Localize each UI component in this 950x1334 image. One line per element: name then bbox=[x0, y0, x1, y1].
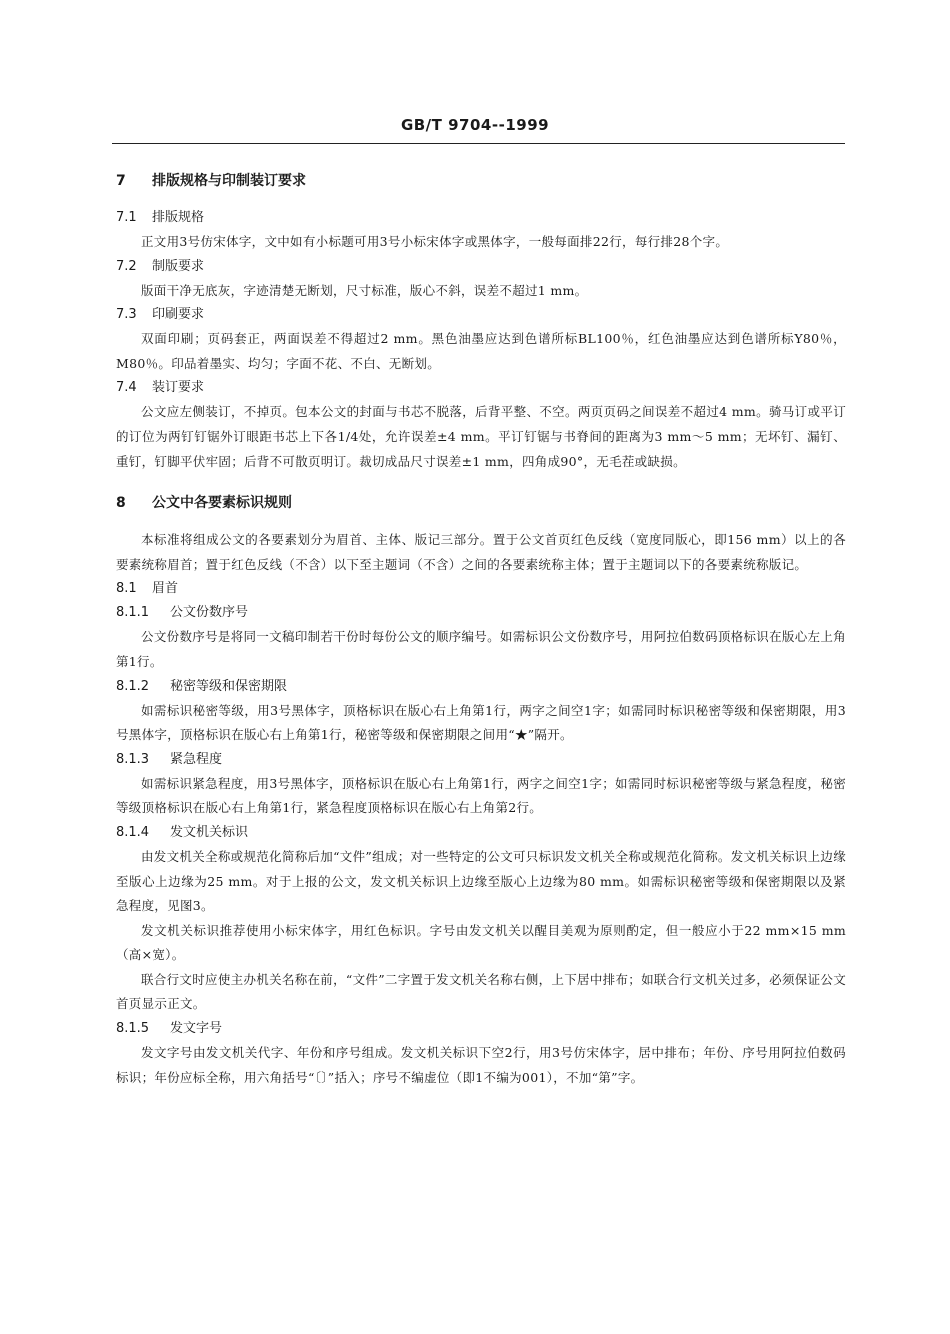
subsection-title: 紧急程度 bbox=[170, 751, 223, 767]
paragraph: 双面印刷；页码套正，两面误差不得超过2 mm。黑色油墨应达到色谱所标BL100％，红色油墨应达到色谱所标Y80％，M80％。印品着墨实、均匀；字面不花、不白、无断划。 bbox=[116, 331, 846, 371]
section-8-1-2-heading bbox=[116, 675, 846, 699]
subsection-number: 7.2 bbox=[116, 258, 137, 274]
subsection-number: 8.1 bbox=[116, 581, 137, 597]
section-8-1-5-heading bbox=[116, 1017, 846, 1041]
paragraph: 公文份数序号是将同一文稿印制若干份时每份公文的顺序编号。如需标识公文份数序号，用阿拉伯数码顶格标识在版心左上角第1行。 bbox=[116, 629, 846, 669]
subsection-number: 8.1.5 bbox=[116, 1021, 150, 1037]
subsection-number: 7.3 bbox=[116, 307, 137, 323]
section-number: 7 bbox=[116, 173, 126, 189]
section-8-1-heading bbox=[116, 577, 846, 601]
paragraph: 公文应左侧装订，不掉页。包本公文的封面与书芯不脱落，后背平整、不空。两页页码之间误差不超过4 mm。骑马订或平订的订位为两钉钉锯外订眼距书芯上下各1/4处，允许误差±4 mm。平订钉锯与书脊间的距离为3 mm～5 mm；无坏钉、漏钉、重钉，钉脚平伏牢固；后背不可散页明订。裁切成品尺寸误差±1 mm，四角成90°，无毛茬或缺损。 bbox=[116, 404, 846, 469]
subsection-number: 8.1.4 bbox=[116, 824, 150, 840]
section-7-4-heading bbox=[116, 376, 846, 400]
paragraph: 正文用3号仿宋体字，文中如有小标题可用3号小标宋体字或黑体字，一般每面排22行，每行排28个字。 bbox=[141, 234, 729, 249]
paragraph: 由发文机关全称或规范化简称后加“文件”组成；对一些特定的公文可只标识发文机关全称或规范化简称。发文机关标识上边缘至版心上边缘为25 mm。对于上报的公文，发文机关标识上边缘至版心上边缘为80 mm。如需标识秘密等级和保密期限以及紧急程度，见图3。 bbox=[116, 848, 846, 914]
paragraph: 发文机关标识推荐使用小标宋体字，用红色标识。字号由发文机关以醒目美观为原则酌定，但一般应小于22 mm×15 mm（高×宽）。 bbox=[116, 922, 846, 963]
section-7-heading bbox=[116, 168, 846, 194]
paragraph: 版面干净无底灰，字迹清楚无断划，尺寸标准，版心不斜，误差不超过1 mm。 bbox=[141, 282, 588, 298]
subsection-title: 装订要求 bbox=[152, 380, 205, 396]
subsection-title: 发文字号 bbox=[170, 1021, 223, 1037]
section-8-1-3-heading bbox=[116, 748, 846, 772]
section-7-1-heading bbox=[116, 206, 846, 230]
subsection-number: 8.1.2 bbox=[116, 678, 150, 694]
subsection-title: 秘密等级和保密期限 bbox=[170, 678, 288, 694]
section-7-2-heading bbox=[116, 255, 846, 279]
paragraph: 本标准将组成公文的各要素划分为眉首、主体、版记三部分。置于公文首页红色反线（宽度同版心，即156 mm）以上的各要素统称眉首；置于红色反线（不含）以下至主题词（不含）之间的各要素统称主体；置于主题词以下的各要素统称版记。 bbox=[116, 532, 846, 572]
subsection-title: 发文机关标识 bbox=[170, 824, 249, 840]
document-body bbox=[116, 168, 846, 1090]
subsection-number: 7.1 bbox=[116, 210, 137, 225]
section-number: 8 bbox=[116, 495, 126, 512]
subsection-number: 8.1.1 bbox=[116, 605, 150, 621]
subsection-title: 眉首 bbox=[152, 581, 179, 597]
standard-number-header: GB/T 9704--1999 bbox=[400, 116, 550, 134]
section-8-1-4-heading bbox=[116, 821, 846, 845]
section-8-heading bbox=[116, 490, 846, 516]
subsection-title: 排版规格 bbox=[152, 210, 205, 225]
paragraph: 如需标识紧急程度，用3号黑体字，顶格标识在版心右上角第1行，两字之间空1字；如需同时标识秘密等级与紧急程度，秘密等级顶格标识在版心右上角第1行，紧急程度顶格标识在版心右上角第2行。 bbox=[116, 775, 846, 816]
header-rule bbox=[112, 143, 845, 144]
section-title: 排版规格与印制装订要求 bbox=[152, 173, 306, 189]
paragraph: 如需标识秘密等级，用3号黑体字，顶格标识在版心右上角第1行，两字之间空1字；如需同时标识秘密等级和保密期限，用3号黑体字，顶格标识在版心右上角第1行，秘密等级和保密期限之间用“★”隔开。 bbox=[116, 702, 846, 743]
subsection-number: 7.4 bbox=[116, 380, 137, 396]
section-7-3-heading bbox=[116, 303, 846, 327]
subsection-title: 印刷要求 bbox=[152, 307, 205, 323]
paragraph: 发文字号由发文机关代字、年份和序号组成。发文机关标识下空2行，用3号仿宋体字，居中排布；年份、序号用阿拉伯数码标识；年份应标全称，用六角括号“〔〕”括入；序号不编虚位（即1不编为001），不加“第”字。 bbox=[116, 1045, 846, 1085]
section-title: 公文中各要素标识规则 bbox=[152, 495, 292, 512]
paragraph: 联合行文时应使主办机关名称在前，“文件”二字置于发文机关名称右侧，上下居中排布；如联合行文机关过多，必须保证公文首页显示正文。 bbox=[116, 971, 846, 1012]
subsection-title: 制版要求 bbox=[152, 258, 205, 274]
subsection-number: 8.1.3 bbox=[116, 751, 150, 767]
subsection-title: 公文份数序号 bbox=[170, 605, 249, 621]
section-8-1-1-heading bbox=[116, 601, 846, 625]
